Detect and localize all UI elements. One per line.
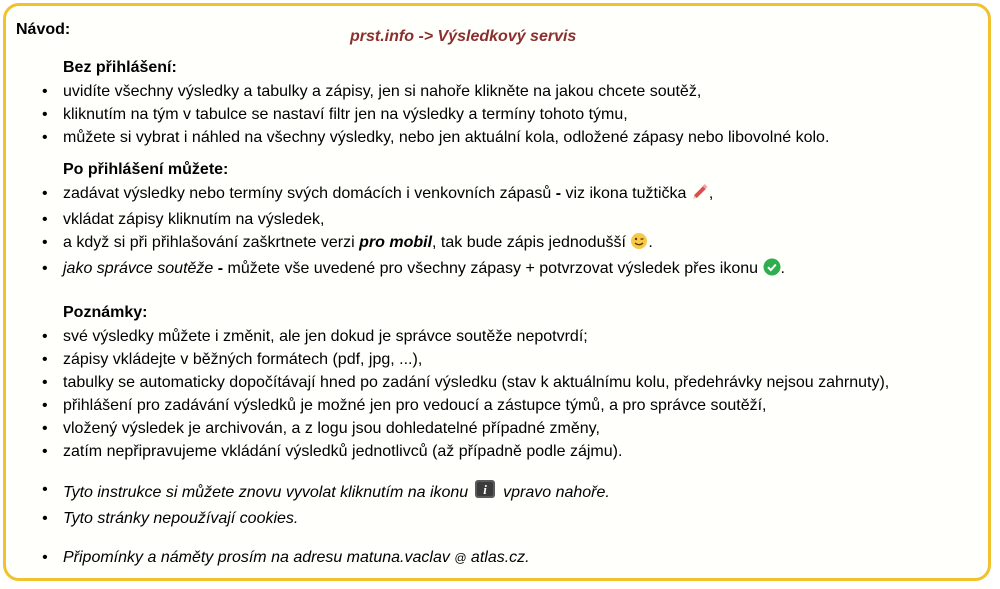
check-circle-icon [763, 258, 781, 283]
wink-smiley-icon [630, 232, 648, 257]
item-text: vpravo nahoře. [498, 484, 610, 501]
list-item: • zatím nepřipravujeme vkládání výsledků jednotlivců (až případně podle zájmu). [6, 440, 889, 463]
contact-text: Připomínky a náměty prosím na adresu matuna.vaclav [63, 549, 455, 566]
list-item: • Tyto stránky nepoužívají cookies. [6, 507, 610, 530]
item-end: , [708, 185, 714, 202]
item-text: Tyto instrukce si můžete znovu vyvolat kliknutím na ikonu [63, 484, 473, 501]
contact-text: atlas.cz. [466, 549, 530, 566]
item-text: , tak bude zápis jednodušší [432, 234, 626, 251]
brand-link[interactable]: prst.info -> Výsledkový servis [350, 28, 577, 45]
list-item: • kliknutím na tým v tabulce se nastaví filtr jen na výsledky a termíny tohoto týmu, [6, 103, 829, 126]
list-item [6, 546, 530, 570]
list-item: • můžete si vybrat i náhled na všechny výsledky, nebo jen aktuální kola, odložené zápasy nebo libovolné kolo. [6, 126, 829, 149]
item-dash: - [551, 185, 566, 202]
at-sign: @ [454, 551, 467, 565]
item-end: . [780, 260, 785, 277]
pencil-icon [691, 183, 709, 208]
list-item: • přihlášení pro zadávání výsledků je možné jen pro vedoucí a zástupce týmů, a pro správce soutěží, [6, 394, 889, 417]
list-item: • zápisy vkládejte v běžných formátech (pdf, jpg, ...), [6, 348, 889, 371]
info-icon[interactable] [473, 478, 499, 507]
contact-list [6, 546, 530, 570]
item-dash: - [213, 260, 228, 277]
page-title: Návod: [16, 21, 71, 38]
list-item: • tabulky se automaticky dopočítávají hned po zadání výsledku (stav k aktuálnímu kolu, předehrávky nejsou zahrnuty), [6, 371, 889, 394]
list-item [6, 257, 785, 283]
section-heading-notes: Poznámky: [63, 304, 148, 321]
item-highlight: pro mobil [359, 234, 433, 251]
list-item: • uvidíte všechny výsledky a tabulky a zápisy, jen si nahoře klikněte na jakou chcete soutěž, [6, 80, 829, 103]
notes-list [6, 325, 889, 463]
svg-text:i: i [482, 482, 487, 497]
instructions-panel [3, 3, 991, 581]
logged-list [6, 182, 785, 283]
item-text: zadávat výsledky nebo termíny svých domácích i venkovních zápasů [63, 185, 552, 202]
list-item [6, 182, 785, 208]
list-item [6, 478, 610, 507]
item-role: jako správce soutěže [63, 260, 214, 277]
item-text: a když si při přihlašování zaškrtnete verzi [63, 234, 360, 251]
list-item: • vkládat zápisy kliknutím na výsledek, [6, 208, 785, 231]
list-item: • vložený výsledek je archivován, a z logu jsou dohledatelné případné změny, [6, 417, 889, 440]
item-text: můžete vše uvedené pro všechny zápasy + potvrzovat výsledek přes ikonu [227, 260, 759, 277]
list-item: • své výsledky můžete i změnit, ale jen dokud je správce soutěže nepotvrdí; [6, 325, 889, 348]
section-heading-guest: Bez přihlášení: [63, 59, 177, 76]
list-item [6, 231, 785, 257]
footer-list [6, 478, 610, 530]
item-text: viz ikona tužtička [565, 185, 687, 202]
section-heading-logged: Po přihlášení můžete: [63, 161, 229, 178]
item-end: . [648, 234, 653, 251]
guest-list [6, 80, 829, 149]
